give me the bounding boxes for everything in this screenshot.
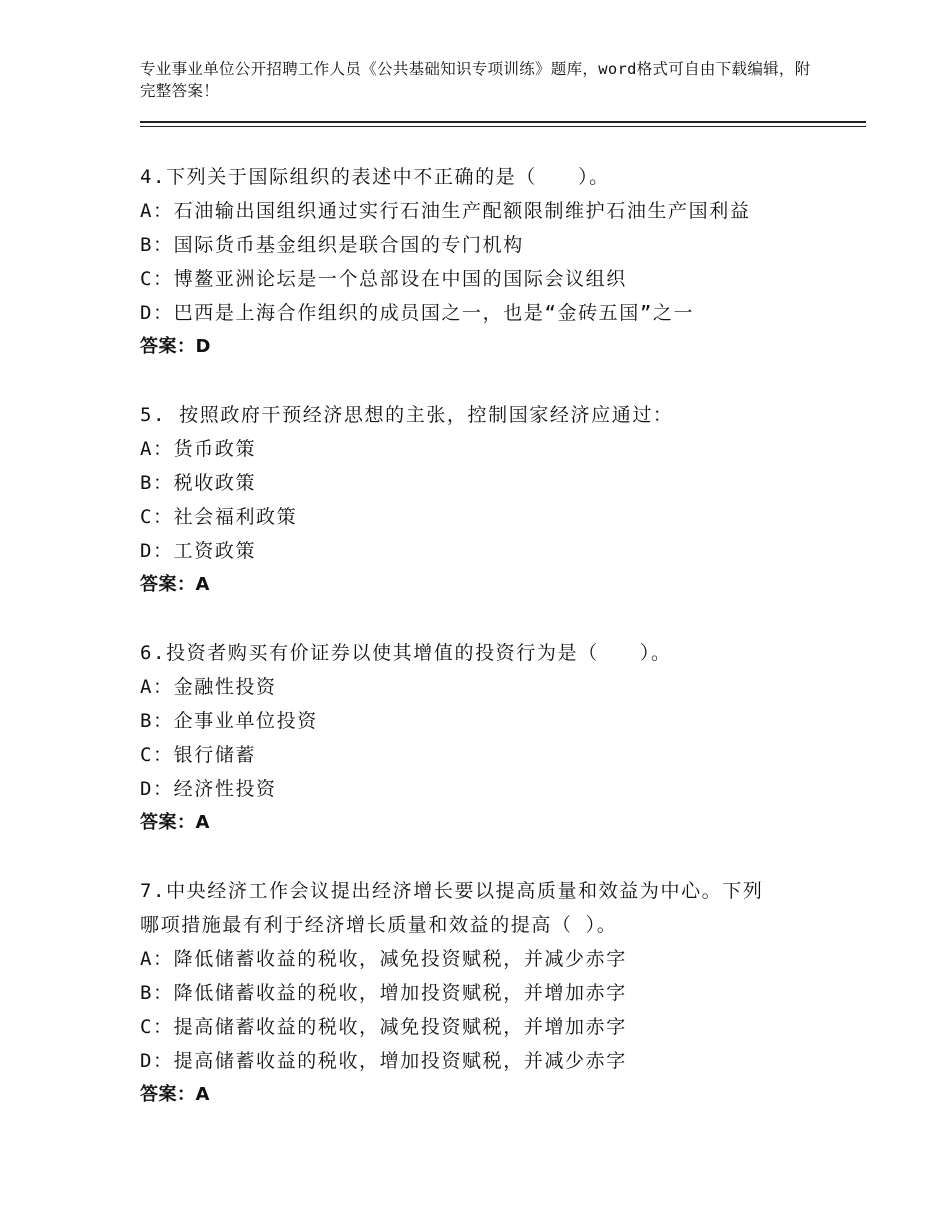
option-a: A：货币政策 <box>140 438 257 460</box>
option-c: C：提高储蓄收益的税收，减免投资赋税，并增加赤字 <box>140 1016 627 1038</box>
question-stem: 6.投资者购买有价证券以使其增值的投资行为是（ ）。 <box>140 642 672 664</box>
option-b: B：国际货币基金组织是联合国的专门机构 <box>140 234 524 256</box>
question-stem: 5. 按照政府干预经济思想的主张，控制国家经济应通过： <box>140 404 674 426</box>
option-c: C：银行储蓄 <box>140 744 257 766</box>
option-c: C：社会福利政策 <box>140 506 298 528</box>
question-stem-line-2: 哪项措施最有利于经济增长质量和效益的提高（ ）。 <box>140 914 618 936</box>
answer-label: 答案：A <box>140 812 210 833</box>
option-b: B：降低储蓄收益的税收，增加投资赋税，并增加赤字 <box>140 982 627 1004</box>
answer-label: 答案：D <box>140 336 211 357</box>
option-d: D：巴西是上海合作组织的成员国之一，也是“金砖五国”之一 <box>140 302 695 324</box>
document-header: 专业事业单位公开招聘工作人员《公共基础知识专项训练》题库，word格式可自由下载编辑，附完整答案！ <box>140 60 811 100</box>
option-a: A：金融性投资 <box>140 676 277 698</box>
option-b: B：税收政策 <box>140 472 257 494</box>
question-4 <box>140 160 840 364</box>
option-d: D：提高储蓄收益的税收，增加投资赋税，并减少赤字 <box>140 1050 627 1072</box>
option-d: D：工资政策 <box>140 540 257 562</box>
option-a: A：降低储蓄收益的税收，减免投资赋税，并减少赤字 <box>140 948 627 970</box>
question-7 <box>140 874 840 1112</box>
option-a: A：石油输出国组织通过实行石油生产配额限制维护石油生产国利益 <box>140 200 751 222</box>
question-6 <box>140 636 840 840</box>
answer-label: 答案：A <box>140 1084 210 1105</box>
option-b: B：企事业单位投资 <box>140 710 318 732</box>
question-stem-line-1: 7.中央经济工作会议提出经济增长要以提高质量和效益为中心。下列 <box>140 880 764 902</box>
answer-label: 答案：A <box>140 574 210 595</box>
option-d: D：经济性投资 <box>140 778 277 800</box>
question-stem: 4.下列关于国际组织的表述中不正确的是（ ）。 <box>140 166 610 188</box>
option-c: C：博鳌亚洲论坛是一个总部设在中国的国际会议组织 <box>140 268 627 290</box>
header-divider-thick <box>140 121 866 123</box>
question-5 <box>140 398 840 602</box>
question-list <box>140 160 840 1146</box>
header-divider-thin <box>140 126 866 127</box>
